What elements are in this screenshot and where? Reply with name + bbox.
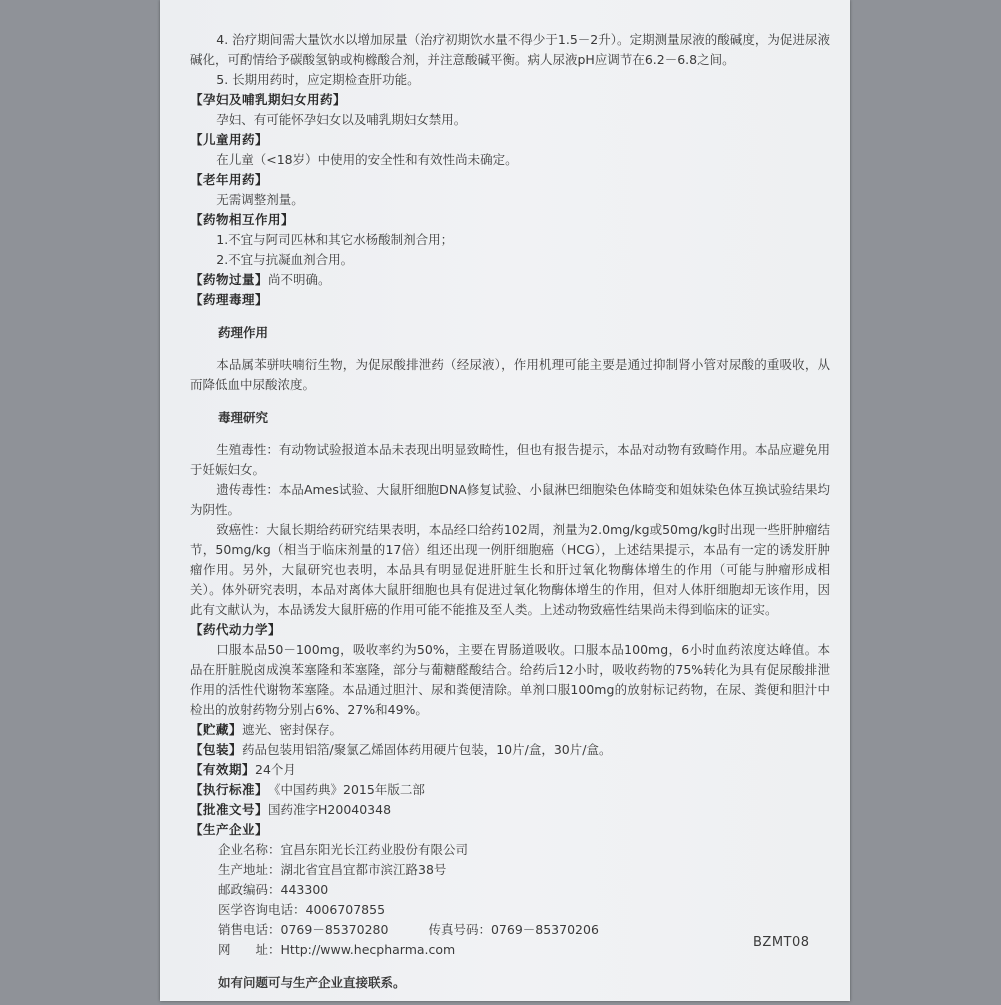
interaction-item: 2.不宜与抗凝血剂合用。 (216, 252, 354, 267)
address-row (190, 860, 830, 880)
company-name-label: 企业名称： (218, 842, 281, 857)
precaution-item-5: 5. 长期用药时，应定期检查肝功能。 (216, 72, 420, 87)
consult-phone-label: 医学咨询电话： (218, 902, 306, 917)
storage-text: 遮光、密封保存。 (242, 722, 343, 737)
company-name-row (190, 840, 830, 860)
pharmacology-text: 本品属苯骈呋喃衍生物，为促尿酸排泄药（经尿液），作用机理可能主要是通过抑制肾小管对尿酸的重吸收，从而降低血中尿酸浓度。 (190, 357, 830, 392)
fax-value: 0769－85370206 (490, 922, 599, 937)
section-title-package: 【包装】 (190, 742, 243, 757)
address-value: 湖北省宜昌宜都市滨江路38号 (280, 862, 447, 877)
fax-label: 传真号码： (428, 922, 491, 937)
standard-text: 《中国药典》2015年版二部 (268, 782, 425, 797)
postcode-value: 443300 (280, 882, 329, 897)
section-title-storage: 【贮藏】 (190, 722, 243, 737)
sales-fax-row (190, 920, 830, 940)
document-code: BZMT08 (753, 935, 810, 950)
website-row (190, 940, 830, 960)
section-title-validity: 【有效期】 (190, 762, 256, 777)
section-title-approval: 【批准文号】 (190, 802, 269, 817)
pharmacokinetics-text: 口服本品50－100mg，吸收率约为50%，主要在胃肠道吸收。口服本品100mg，6小时血药浓度达峰值。本品在肝脏脱卤成溴苯塞隆和苯塞隆，部分与葡糖醛酸结合。给药后12小时，吸收药物的75%转化为具有促尿酸排泄作用的活性代谢物苯塞隆。本品通过胆汁、尿和粪便清除。单剂口服100mg的放射标记药物，在尿、粪便和胆汁中检出的放射药物分别占6%、27%和49%。 (190, 642, 830, 717)
overdose-text: 尚不明确。 (268, 272, 331, 287)
postcode-row (190, 880, 830, 900)
interaction-item: 1.不宜与阿司匹林和其它水杨酸制剂合用； (216, 232, 454, 247)
pharmacology-subtitle: 药理作用 (218, 324, 269, 340)
reproductive-toxicity-text: 生殖毒性：有动物试验报道本品未表现出明显致畸性，但也有报告提示，本品对动物有致畸作用。本品应避免用于妊娠妇女。 (190, 442, 830, 477)
consult-phone-value: 4006707855 (305, 902, 386, 917)
website-value: Http://www.hecpharma.com (280, 942, 456, 957)
approval-text: 国药准字H20040348 (268, 802, 392, 817)
pregnancy-text: 孕妇、有可能怀孕妇女以及哺乳期妇女禁用。 (216, 112, 467, 127)
genotoxicity-text: 遗传毒性：本品Ames试验、大鼠肝细胞DNA修复试验、小鼠淋巴细胞染色体畸变和姐妹染色体互换试验结果均为阴性。 (190, 482, 830, 517)
leaflet-page (190, 30, 830, 1005)
validity-text: 24个月 (255, 762, 296, 777)
contact-note: 如有问题可与生产企业直接联系。 (218, 974, 406, 990)
section-title-elderly: 【老年用药】 (190, 172, 269, 187)
consult-phone-row (190, 900, 830, 920)
section-title-children: 【儿童用药】 (190, 132, 269, 147)
section-title-pharm-tox: 【药理毒理】 (190, 292, 269, 307)
section-title-standard: 【执行标准】 (190, 782, 269, 797)
precaution-item-4: 4. 治疗期间需大量饮水以增加尿量（治疗初期饮水量不得少于1.5－2升）。定期测量尿液的酸碱度，为促进尿液碱化，可酌情给予碳酸氢钠或枸橼酸合剂，并注意酸碱平衡。病人尿液pH应调节在6.2－6.8之间。 (190, 32, 830, 67)
section-title-overdose: 【药物过量】 (190, 272, 269, 287)
elderly-text: 无需调整剂量。 (216, 192, 304, 207)
package-text: 药品包装用铝箔/聚氯乙烯固体药用硬片包装，10片/盒，30片/盒。 (242, 742, 612, 757)
sales-phone-value: 0769－85370280 (280, 922, 389, 937)
section-title-pharmacokinetics: 【药代动力学】 (190, 622, 282, 637)
toxicology-subtitle: 毒理研究 (218, 409, 269, 425)
section-title-manufacturer: 【生产企业】 (190, 822, 269, 837)
postcode-label: 邮政编码： (218, 882, 281, 897)
section-title-pregnancy: 【孕妇及哺乳期妇女用药】 (190, 92, 347, 107)
address-label: 生产地址： (218, 862, 281, 877)
children-text: 在儿童（<18岁）中使用的安全性和有效性尚未确定。 (216, 152, 518, 167)
carcinogenicity-text: 致癌性：大鼠长期给药研究结果表明，本品经口给药102周，剂量为2.0mg/kg或50mg/kg时出现一些肝肿瘤结节，50mg/kg（相当于临床剂量的17倍）组还出现一例肝细胞癌（HCG），上述结果提示，本品有一定的诱发肝肿瘤作用。另外，大鼠研究也表明，本品具有明显促进肝脏生长和肝过氧化物酶体增生的作用（可能与肿瘤形成相关）。体外研究表明，本品对离体大鼠肝细胞也具有促进过氧化物酶体增生的作用，但对人体肝细胞却无该作用，因此有文献认为，本品诱发大鼠肝癌的作用可能不能推及至人类。上述动物致癌性结果尚未得到临床的证实。 (190, 522, 830, 617)
section-title-interaction: 【药物相互作用】 (190, 212, 295, 227)
website-label: 网 址： (218, 942, 281, 957)
company-name-value: 宜昌东阳光长江药业股份有限公司 (280, 842, 469, 857)
sales-phone-label: 销售电话： (218, 922, 281, 937)
